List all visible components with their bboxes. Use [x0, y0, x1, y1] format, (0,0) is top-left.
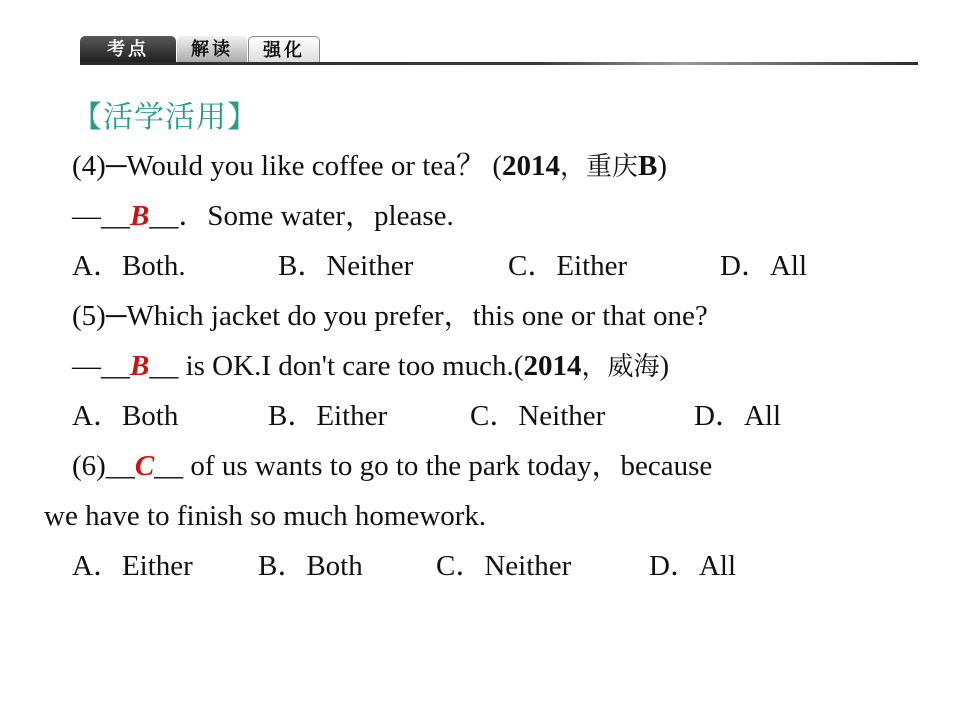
source-open: ( [485, 150, 503, 182]
header-tabs [80, 36, 920, 64]
blank-suffix: __．Some water，please. [149, 200, 454, 232]
question-number: (6) [72, 450, 106, 482]
answer-letter: B [130, 350, 150, 382]
source-close: ) [657, 150, 668, 182]
question-6-options [72, 548, 852, 584]
source-year: 2014 [502, 150, 561, 182]
blank-prefix: __ [105, 450, 135, 482]
question-4-options [72, 248, 852, 284]
blank-suffix: __ is OK.I don't care too much.( [149, 350, 524, 382]
option-c[interactable]: C．Either [508, 250, 628, 282]
blank-prefix: —__ [72, 350, 130, 382]
blank-suffix: __ of us wants to go to the park today，because [154, 450, 713, 482]
question-5-options [72, 398, 852, 434]
header-divider [80, 62, 918, 65]
source-close: ) [659, 350, 670, 382]
option-b[interactable]: B．Neither [278, 250, 414, 282]
question-6-stem [72, 448, 712, 484]
option-a[interactable]: A．Both. [72, 250, 186, 282]
option-c[interactable]: C．Neither [436, 550, 572, 582]
tab-qianghua[interactable]: 强化 [248, 36, 320, 63]
question-text: ─Would you like coffee or tea？ [105, 150, 486, 182]
option-c[interactable]: C．Neither [470, 400, 606, 432]
tab-kaodian[interactable]: 考点 [80, 36, 176, 63]
section-title: 【活学活用】 [72, 100, 258, 135]
source-place: 威海 [607, 352, 660, 382]
source-comma: ， [560, 152, 587, 182]
option-b[interactable]: B．Both [258, 550, 363, 582]
source-place: 重庆 [586, 152, 639, 182]
source-comma: ， [581, 352, 608, 382]
question-number: (4) [72, 150, 106, 182]
option-b[interactable]: B．Either [268, 400, 388, 432]
question-5-response [72, 348, 669, 385]
question-4-response [72, 198, 454, 234]
answer-letter: B [130, 200, 150, 232]
question-number: (5) [72, 300, 106, 332]
answer-letter: C [134, 450, 155, 482]
option-a[interactable]: A．Both [72, 400, 179, 432]
option-d[interactable]: D．All [694, 400, 782, 432]
question-5-stem [72, 298, 708, 334]
option-d[interactable]: D．All [649, 550, 737, 582]
blank-prefix: —__ [72, 200, 130, 232]
source-b: B [638, 150, 658, 182]
option-d[interactable]: D．All [720, 250, 808, 282]
option-a[interactable]: A．Either [72, 550, 193, 582]
source-year: 2014 [523, 350, 582, 382]
question-4-stem [72, 148, 667, 185]
question-text: ─Which jacket do you prefer，this one or that one? [105, 300, 708, 332]
question-6-continuation: we have to finish so much homework. [44, 500, 487, 532]
tab-jiedu[interactable]: 解读 [177, 36, 247, 63]
